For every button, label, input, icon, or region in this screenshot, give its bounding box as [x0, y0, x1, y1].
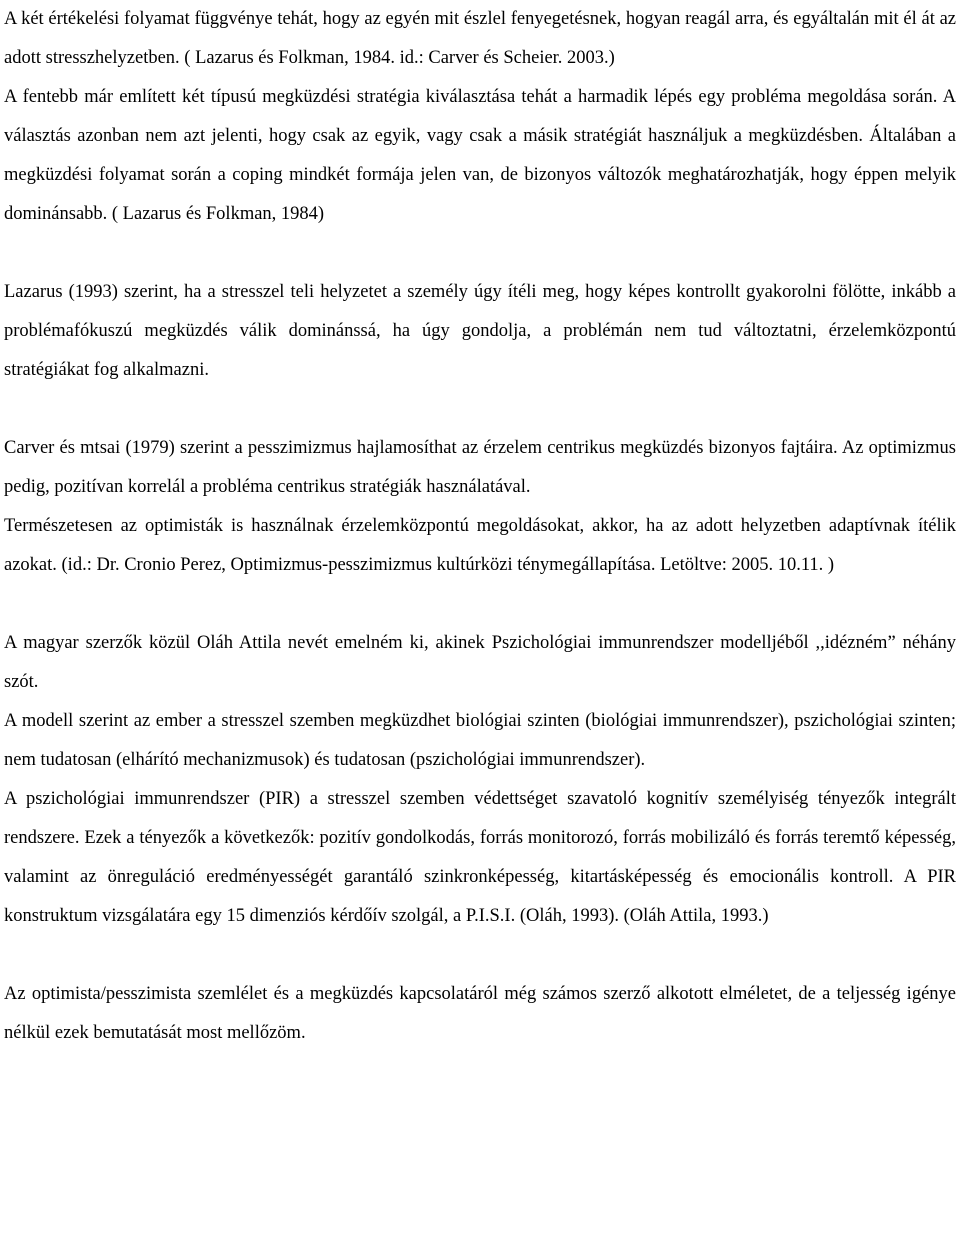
paragraph-olah-attila: A magyar szerzők közül Oláh Attila nevét emelném ki, akinek Pszichológiai immunrendszer modelljéből ,,idézném” néhány szót. — [4, 633, 956, 692]
paragraph-conclusion: Az optimista/pesszimista szemlélet és a megküzdés kapcsolatáról még számos szerző alkotott elméletet, de a teljesség igénye nélkül ezek bemutatását most mellőzöm. — [4, 984, 956, 1043]
paragraph-optimists: Természetesen az optimisták is használnak érzelemközpontú megoldásokat, akkor, ha az adott helyzetben adaptívnak ítélik azokat. (id.: Dr. Cronio Perez, Optimizmus-pesszimizmus kultúrközi ténymegállapítása. Letöltve: 2005. 10.11. ) — [4, 516, 956, 575]
paragraph-model-levels: A modell szerint az ember a stresszel szemben megküzdhet biológiai szinten (biológiai immunrendszer), pszichológiai szinten; nem tudatosan (elhárító mechanizmusok) és tudatosan (pszichológiai immunrendszer). — [4, 711, 956, 770]
document-page — [4, 0, 956, 1053]
paragraph-gap — [4, 936, 956, 975]
paragraph-appraisal-process: A két értékelési folyamat függvénye tehát, hogy az egyén mit észlel fenyegetésnek, hogyan reagál arra, és egyáltalán mit él át az adott stresszhelyzetben. ( Lazarus és Folkman, 1984. id.: Carver és Scheier. 2003.) — [4, 9, 956, 68]
paragraph-gap — [4, 585, 956, 624]
paragraph-coping-strategy-choice: A fentebb már említett két típusú megküzdési stratégia kiválasztása tehát a harmadik lépés egy probléma megoldása során. A választás azonban nem azt jelenti, hogy csak az egyik, vagy csak a másik stratégiát használjuk a megküzdésben. Általában a megküzdési folyamat során a coping mindkét formája jelen van, de bizonyos változók meghatározhatják, hogy éppen melyik dominánsabb. ( Lazarus és Folkman, 1984) — [4, 87, 956, 224]
paragraph-gap — [4, 390, 956, 429]
paragraph-carver-pessimism: Carver és mtsai (1979) szerint a pesszimizmus hajlamosíthat az érzelem centrikus megküzdés bizonyos fajtáira. Az optimizmus pedig, pozitívan korrelál a probléma centrikus stratégiák használatával. — [4, 438, 956, 497]
paragraph-gap — [4, 234, 956, 273]
paragraph-pir: A pszichológiai immunrendszer (PIR) a stresszel szemben védettséget szavatoló kognitív személyiség tényezők integrált rendszere. Ezek a tényezők a következők: pozitív gondolkodás, forrás monitorozó, forrás mobilizáló és forrás teremtő képesség, valamint az önreguláció eredményességét garantáló szinkronképesség, kitartásképesség és emocionális kontroll. A PIR konstruktum vizsgálatára egy 15 dimenziós kérdőív szolgál, a P.I.S.I. (Oláh, 1993). (Oláh Attila, 1993.) — [4, 789, 956, 926]
paragraph-lazarus-1993: Lazarus (1993) szerint, ha a stresszel teli helyzetet a személy úgy ítéli meg, hogy képes kontrollt gyakorolni fölötte, inkább a problémafókuszú megküzdés válik dominánssá, ha úgy gondolja, a problémán nem tud változtatni, érzelemközpontú stratégiákat fog alkalmazni. — [4, 282, 956, 380]
